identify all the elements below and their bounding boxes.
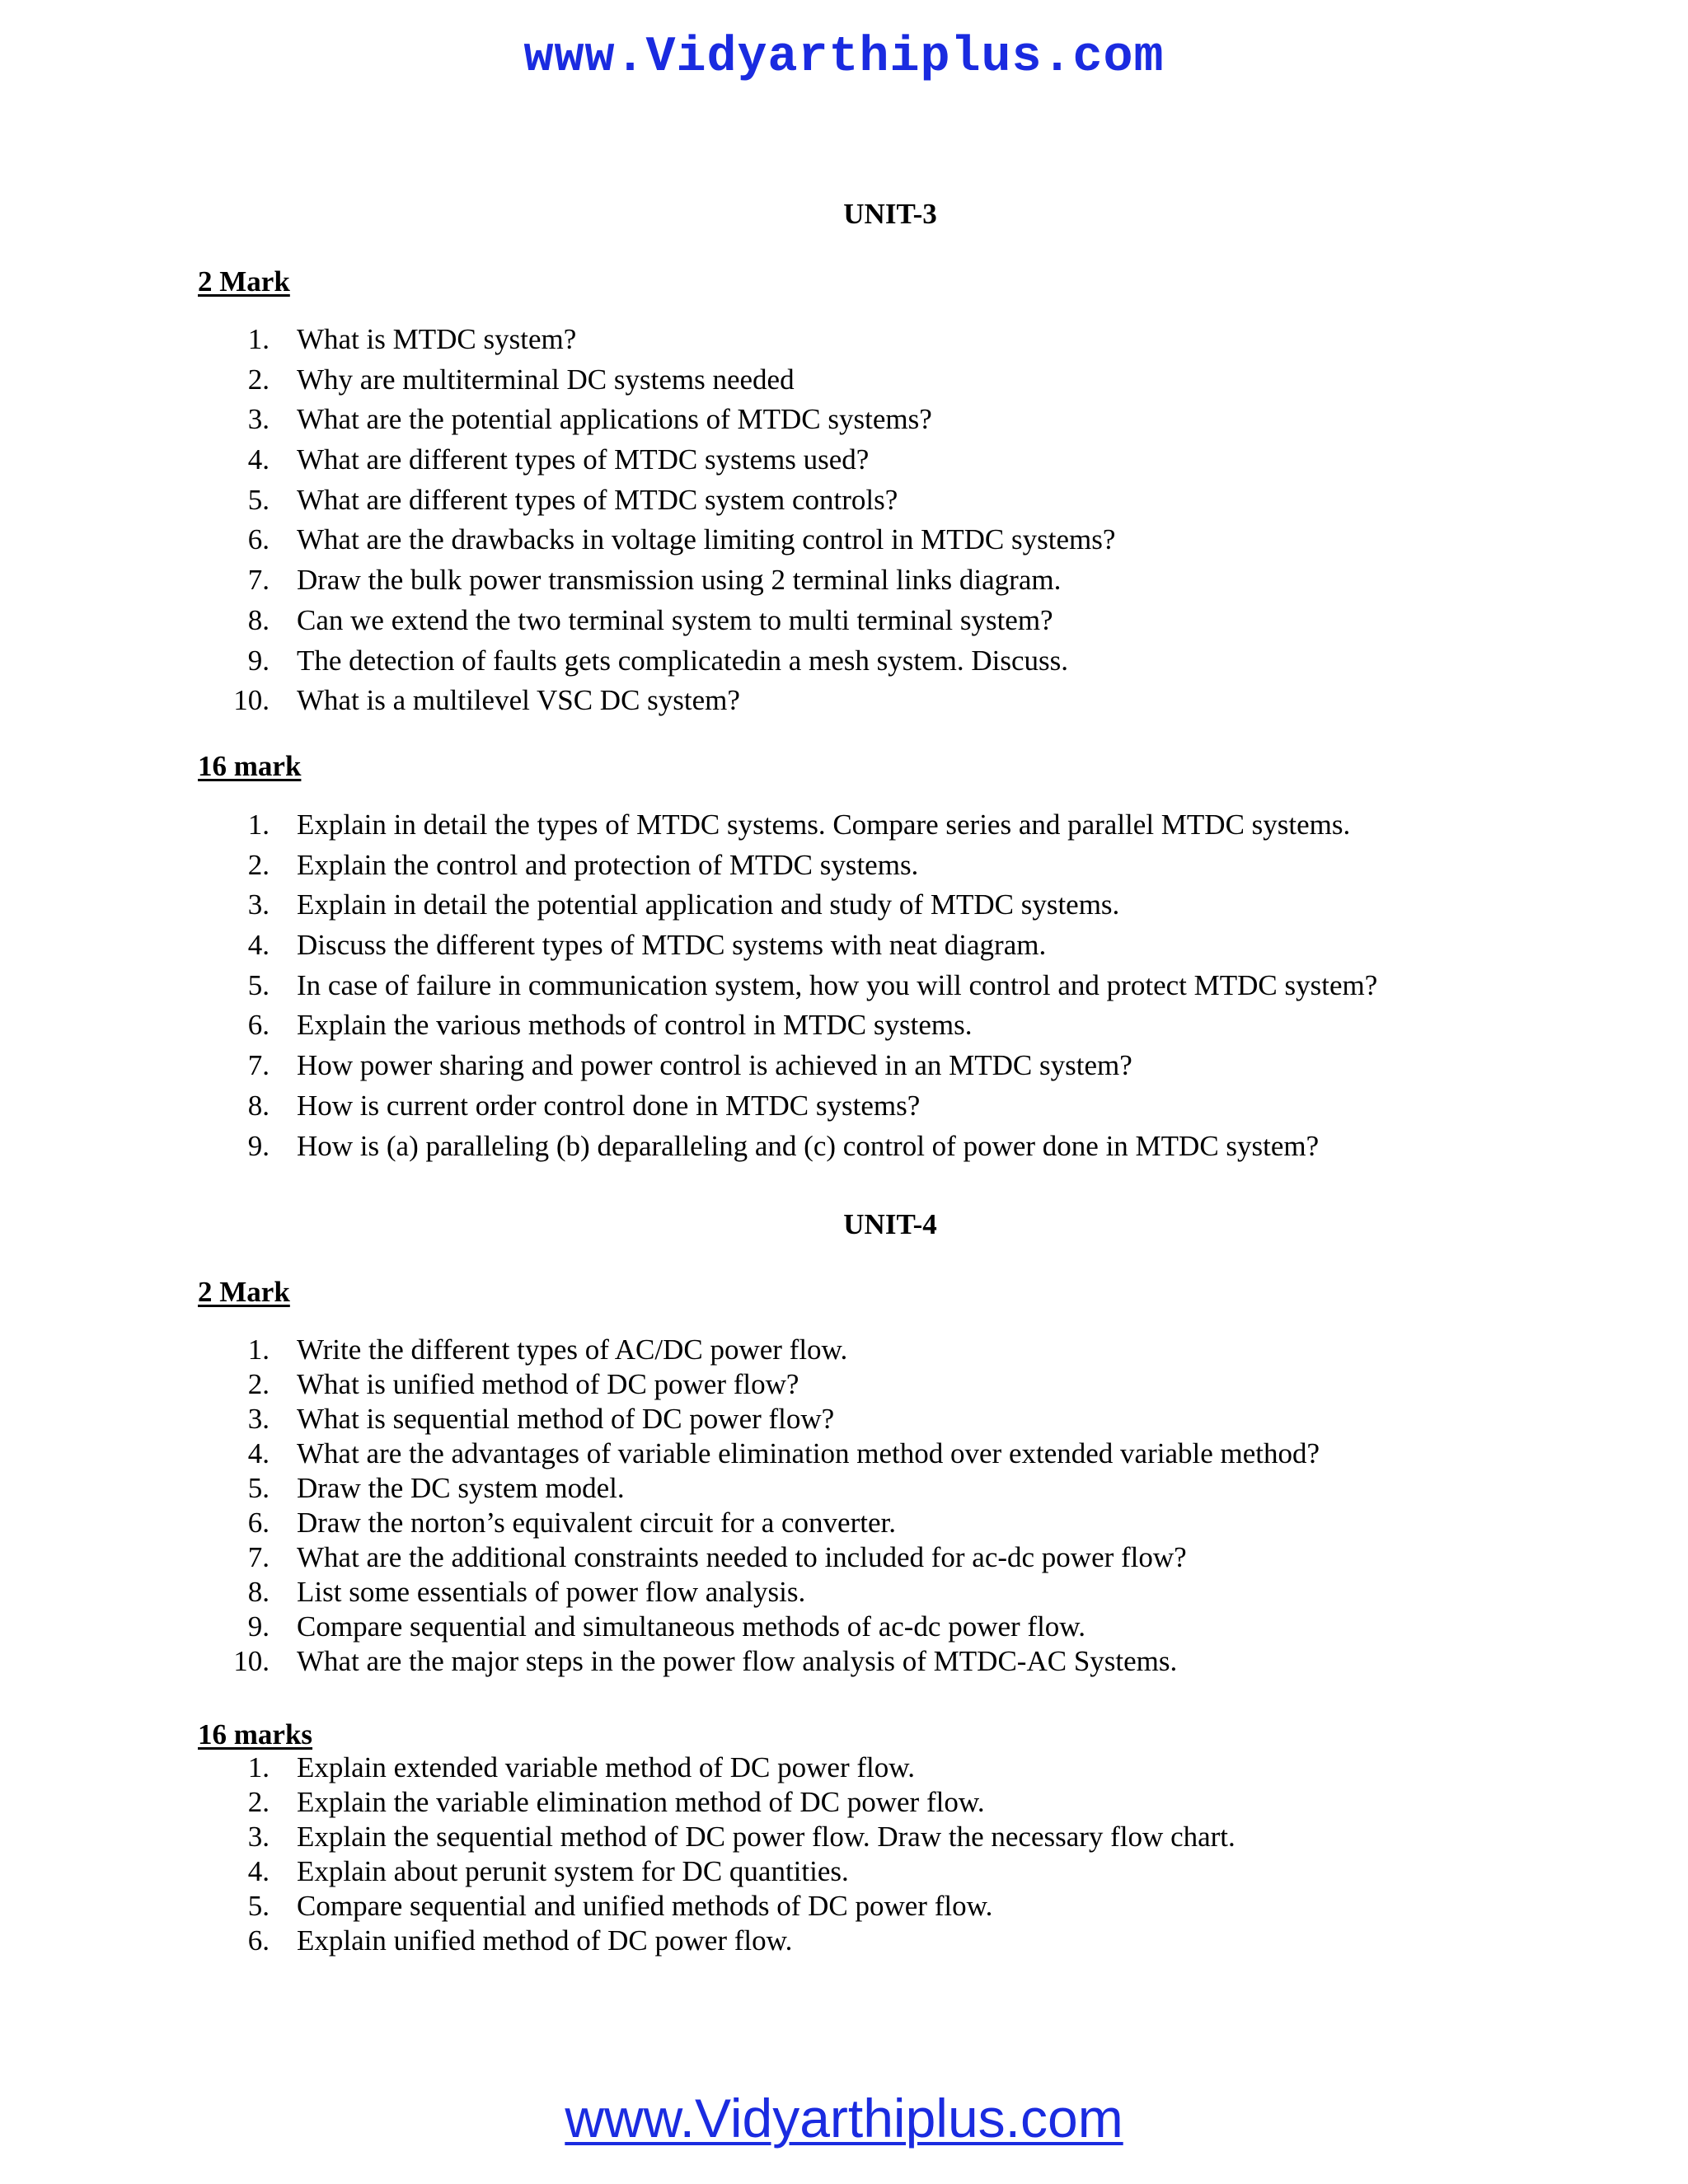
- question-text: Explain extended variable method of DC power flow.: [297, 1751, 916, 1783]
- unit-4-title: UNIT-4: [843, 1208, 937, 1240]
- question-text: Write the different types of AC/DC power flow.: [297, 1333, 848, 1366]
- question-number: 5.: [247, 483, 270, 516]
- question-number: 6.: [247, 523, 270, 556]
- unit-3-2-mark-heading: 2 Mark: [198, 265, 290, 298]
- question-number: 3.: [247, 403, 270, 436]
- unit-3-2-mark-list: [0, 320, 1688, 721]
- question-number: 4.: [247, 443, 270, 476]
- question-number: 7.: [247, 1049, 270, 1082]
- question-number: 2.: [247, 1786, 270, 1818]
- question-text: Explain the various methods of control in MTDC systems.: [297, 1009, 973, 1042]
- question-text: List some essentials of power flow analysis.: [297, 1576, 806, 1608]
- question-number: 2.: [247, 363, 270, 396]
- header-url: www.Vidyarthiplus.com: [523, 30, 1165, 86]
- question-item: [0, 1005, 1688, 1046]
- question-text: Can we extend the two terminal system to multi terminal system?: [297, 603, 1053, 636]
- question-text: The detection of faults gets complicatedin a mesh system. Discuss.: [297, 644, 1069, 677]
- question-number: 3.: [247, 1821, 270, 1853]
- question-text: What is a multilevel VSC DC system?: [297, 684, 740, 717]
- question-item: [0, 966, 1688, 1006]
- question-number: 5.: [247, 968, 270, 1001]
- unit-3-16-mark-list: [0, 805, 1688, 1166]
- question-item: [0, 1540, 1688, 1575]
- question-number: 6.: [247, 1924, 270, 1957]
- question-item: [0, 1402, 1688, 1436]
- question-number: 7.: [247, 564, 270, 597]
- question-text: What is unified method of DC power flow?: [297, 1368, 799, 1400]
- question-item: [0, 1785, 1688, 1820]
- question-item: [0, 560, 1688, 601]
- question-text: Explain in detail the potential application and study of MTDC systems.: [297, 888, 1120, 921]
- question-text: What are the major steps in the power flow analysis of MTDC-AC Systems.: [297, 1645, 1178, 1677]
- question-text: How power sharing and power control is achieved in an MTDC system?: [297, 1049, 1132, 1082]
- question-text: Explain unified method of DC power flow.: [297, 1924, 793, 1957]
- question-item: [0, 1127, 1688, 1167]
- question-number: 2.: [247, 1368, 270, 1400]
- question-number: 8.: [247, 603, 270, 636]
- question-number: 3.: [247, 888, 270, 921]
- question-text: What are different types of MTDC systems used?: [297, 443, 870, 476]
- question-item: [0, 805, 1688, 846]
- question-number: 7.: [247, 1541, 270, 1573]
- question-item: [0, 520, 1688, 560]
- question-text: Explain the sequential method of DC power flow. Draw the necessary flow chart.: [297, 1821, 1236, 1853]
- question-text: What are the advantages of variable elimination method over extended variable method?: [297, 1437, 1320, 1469]
- unit-4-2-mark-heading: 2 Mark: [198, 1276, 290, 1308]
- question-item: [0, 1924, 1688, 1958]
- question-item: [0, 480, 1688, 521]
- question-item: [0, 926, 1688, 966]
- unit-4-16-marks-heading: 16 marks: [198, 1718, 313, 1750]
- question-text: What are the additional constraints needed to included for ac-dc power flow?: [297, 1541, 1187, 1573]
- unit-3-title: UNIT-3: [843, 198, 937, 230]
- question-text: Compare sequential and unified methods of DC power flow.: [297, 1890, 993, 1922]
- question-item: [0, 885, 1688, 926]
- question-text: Explain the variable elimination method of DC power flow.: [297, 1786, 985, 1818]
- question-number: 1.: [247, 1751, 270, 1783]
- question-item: [0, 400, 1688, 440]
- question-text: What are the potential applications of MTDC systems?: [297, 403, 932, 436]
- question-number: 1.: [247, 808, 270, 841]
- question-number: 4.: [247, 1855, 270, 1887]
- question-text: What is MTDC system?: [297, 323, 577, 355]
- question-item: [0, 601, 1688, 641]
- question-text: How is (a) paralleling (b) deparalleling and (c) control of power done in MTDC system?: [297, 1129, 1320, 1162]
- question-item: [0, 1086, 1688, 1127]
- question-number: 10.: [233, 684, 270, 717]
- question-item: [0, 1333, 1688, 1367]
- question-text: How is current order control done in MTDC systems?: [297, 1089, 921, 1122]
- question-number: 8.: [247, 1576, 270, 1608]
- question-number: 3.: [247, 1403, 270, 1435]
- question-item: [0, 1367, 1688, 1402]
- question-number: 5.: [247, 1890, 270, 1922]
- question-item: [0, 846, 1688, 886]
- question-number: 6.: [247, 1507, 270, 1539]
- question-number: 8.: [247, 1089, 270, 1122]
- question-item: [0, 1471, 1688, 1506]
- question-number: 6.: [247, 1009, 270, 1042]
- question-item: [0, 1506, 1688, 1540]
- unit-4-16-marks-list: [0, 1750, 1688, 1958]
- question-item: [0, 641, 1688, 682]
- question-item: [0, 1436, 1688, 1471]
- question-text: What are the drawbacks in voltage limiting control in MTDC systems?: [297, 523, 1116, 556]
- question-number: 9.: [247, 1610, 270, 1643]
- unit-4-2-mark-list: [0, 1333, 1688, 1679]
- question-number: 9.: [247, 644, 270, 677]
- question-number: 10.: [233, 1645, 270, 1677]
- question-text: Draw the bulk power transmission using 2 terminal links diagram.: [297, 564, 1062, 597]
- question-text: Draw the norton’s equivalent circuit for a converter.: [297, 1507, 896, 1539]
- question-text: Explain in detail the types of MTDC systems. Compare series and parallel MTDC systems.: [297, 808, 1351, 841]
- question-item: [0, 1889, 1688, 1924]
- question-item: [0, 1854, 1688, 1889]
- question-number: 9.: [247, 1129, 270, 1162]
- unit-3-16-mark-heading: 16 mark: [198, 750, 302, 782]
- question-number: 4.: [247, 929, 270, 962]
- question-number: 4.: [247, 1437, 270, 1469]
- question-text: Explain about perunit system for DC quantities.: [297, 1855, 849, 1887]
- question-text: What is sequential method of DC power flow?: [297, 1403, 835, 1435]
- question-item: [0, 1820, 1688, 1854]
- question-item: [0, 1610, 1688, 1644]
- question-item: [0, 360, 1688, 401]
- question-item: [0, 681, 1688, 721]
- question-text: What are different types of MTDC system controls?: [297, 483, 898, 516]
- question-item: [0, 1750, 1688, 1785]
- question-number: 2.: [247, 848, 270, 881]
- question-item: [0, 1575, 1688, 1610]
- question-number: 1.: [247, 323, 270, 355]
- question-item: [0, 440, 1688, 480]
- question-number: 1.: [247, 1333, 270, 1366]
- question-text: Why are multiterminal DC systems needed: [297, 363, 795, 396]
- question-item: [0, 1644, 1688, 1679]
- question-text: Compare sequential and simultaneous methods of ac-dc power flow.: [297, 1610, 1086, 1643]
- question-text: Discuss the different types of MTDC systems with neat diagram.: [297, 929, 1047, 962]
- question-text: Explain the control and protection of MTDC systems.: [297, 848, 919, 881]
- question-text: Draw the DC system model.: [297, 1472, 625, 1504]
- question-text: In case of failure in communication system, how you will control and protect MTDC system?: [297, 968, 1378, 1001]
- question-item: [0, 320, 1688, 360]
- question-number: 5.: [247, 1472, 270, 1504]
- question-item: [0, 1046, 1688, 1086]
- footer-url[interactable]: www.Vidyarthiplus.com: [565, 2088, 1123, 2149]
